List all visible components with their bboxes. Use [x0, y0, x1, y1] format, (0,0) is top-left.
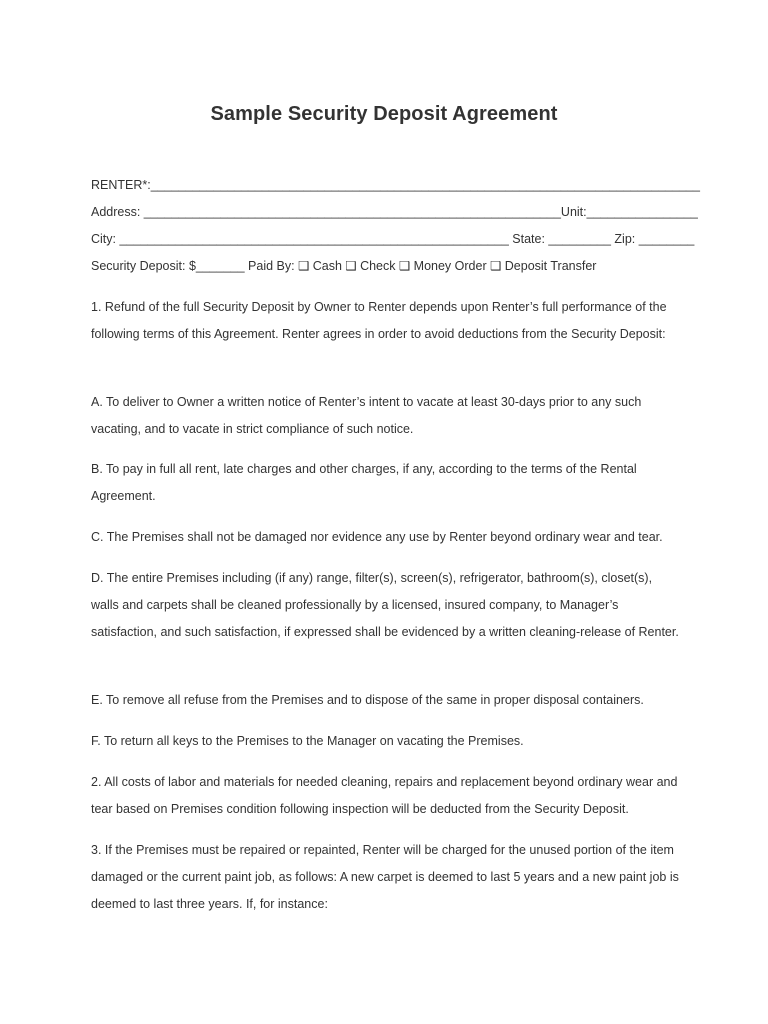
city-state-zip-field: City: ________________________________________________________ State: _________ Zip: ________: [91, 232, 695, 246]
renter-field: RENTER*:_______________________________________________________________________________: [91, 178, 700, 192]
form-fields: [91, 172, 700, 280]
address-field: Address: ____________________________________________________________Unit:________________: [91, 205, 698, 219]
security-deposit-field: Security Deposit: $_______ Paid By: ❑ Cash ❑ Check ❑ Money Order ❑ Deposit Transfer: [91, 259, 597, 273]
paragraph-e: E. To remove all refuse from the Premises and to dispose of the same in proper disposal containers.: [91, 693, 644, 707]
document-title: Sample Security Deposit Agreement: [210, 103, 558, 125]
paragraph-c: C. The Premises shall not be damaged nor evidence any use by Renter beyond ordinary wear and tear.: [91, 530, 663, 544]
paragraph-a: A. To deliver to Owner a written notice of Renter’s intent to vacate at least 30-days prior to any such vacating, and to vacate in strict compliance of such notice.: [91, 395, 642, 436]
paragraph-f: F. To return all keys to the Premises to the Manager on vacating the Premises.: [91, 734, 524, 748]
paragraph-2: 2. All costs of labor and materials for needed cleaning, repairs and replacement beyond ordinary wear and tear based on Premises condition following inspection will be deducted from the Security Deposit.: [91, 775, 678, 816]
paragraph-1: 1. Refund of the full Security Deposit by Owner to Renter depends upon Renter’s full performance of the following terms of this Agreement. Renter agrees in order to avoid deductions from the Security Deposit:: [91, 300, 667, 341]
paragraph-d: D. The entire Premises including (if any) range, filter(s), screen(s), refrigerator, bathroom(s), closet(s), walls and carpets shall be cleaned professionally by a licensed, insured company, to Manager’s satisfaction, and such satisfaction, if expressed shall be evidenced by a written cleaning-release of Renter.: [91, 571, 679, 639]
paragraph-b: B. To pay in full all rent, late charges and other charges, if any, according to the terms of the Rental Agreement.: [91, 462, 637, 503]
paragraph-3: 3. If the Premises must be repaired or repainted, Renter will be charged for the unused portion of the item damaged or the current paint job, as follows: A new carpet is deemed to last 5 years and a new paint job is deemed to last three years. If, for instance:: [91, 843, 679, 911]
